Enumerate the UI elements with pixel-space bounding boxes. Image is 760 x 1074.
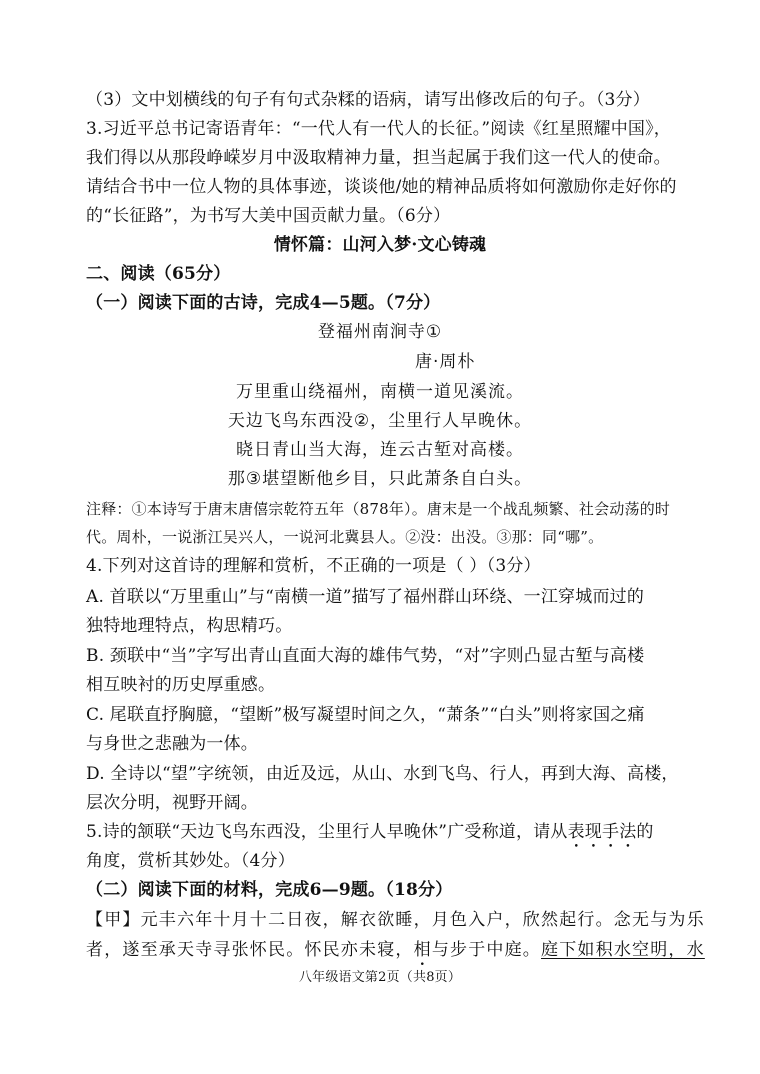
q4-option-d-cont: 层次分明，视野开阔。: [86, 793, 258, 813]
jia-underlined-sentence: 庭下如积水空明，水: [541, 940, 705, 960]
page-footer: 八年级语文第2页（共8页）: [298, 970, 462, 985]
q4-option-b: B. 颈联中“当”字写出青山直面大海的雄伟气势，“对”字则凸显古堑与高楼: [86, 646, 645, 666]
poem-author: 唐·周朴: [415, 352, 476, 372]
poem-line: 万里重山绕福州，南横一道见溪流。: [236, 382, 524, 402]
note-line-1: 注释：①本诗写于唐末唐僖宗乾符五年（878年）。唐末是一个战乱频繁、社会动荡的时: [86, 500, 671, 518]
poem-line: 天边飞鸟东西没②，尘里行人早晚休。: [227, 411, 533, 431]
q4-option-c: C. 尾联直抒胸臆，“望断”极写凝望时间之久，“萧条”“白头”则将家国之痛: [86, 705, 645, 725]
q4-option-b-cont: 相互映衬的历史厚重感。: [86, 675, 276, 695]
poem-line: 晓日青山当大海，连云古堑对高楼。: [236, 440, 524, 460]
q4-option-a: A. 首联以“万里重山”与“南横一道”描写了福州群山环绕、一江穿城而过的: [86, 587, 645, 607]
poem-title: 登福州南涧寺①: [317, 322, 443, 342]
q4-option-c-cont: 与身世之悲融为一体。: [86, 734, 258, 754]
q3-line-1: 3.习近平总书记寄语青年：“一代人有一代人的长征。”阅读《红星照耀中国》，: [86, 119, 671, 139]
q5-line-1: [86, 820, 686, 852]
q4-option-d: D. 全诗以“望”字统领，由近及远，从山、水到飞鸟、行人，再到大海、高楼，: [86, 764, 679, 784]
sub1-title: （一）阅读下面的古诗，完成4—5题。（7分）: [86, 293, 441, 313]
jia-text-mid: 与步于中庭。: [431, 940, 542, 960]
q3-line-2: 我们得以从那段峥嵘岁月中汲取精神力量，担当起属于我们这一代人的使命。: [86, 148, 671, 168]
poem-line: 那③堪望断他乡目，只此萧条自白头。: [227, 469, 533, 489]
jia-dotted-char: 相: [413, 940, 432, 960]
jia-line-1: 【甲】元丰六年十月十二日夜，解衣欲睡，月色入户，欣然起行。念无与为乐: [86, 910, 705, 930]
q5-emphasis: 表现手法: [567, 822, 637, 842]
part2-title: 二、阅读（65分）: [86, 264, 231, 284]
q3-sub3: （3）文中划横线的句子有句式杂糅的语病，请写出修改后的句子。（3分）: [86, 90, 650, 110]
q4-option-a-cont: 独特地理特点，构思精巧。: [86, 616, 293, 636]
q5-line-2: 角度，赏析其妙处。（4分）: [86, 851, 295, 871]
note-line-2: 代。周朴，一说浙江吴兴人，一说河北冀县人。②没：出没。③那：同“哪”。: [86, 528, 604, 546]
section-title: 情怀篇：山河入梦·文心铸魂: [273, 235, 487, 255]
q5-text: 5.诗的颔联“天边飞鸟东西没，尘里行人早晚休”广受称道，请从: [86, 822, 568, 842]
q3-line-3: 请结合书中一位人物的具体事迹，谈谈他/她的精神品质将如何激励你走好你的: [86, 177, 677, 197]
q3-line-4: 的“长征路”，为书写大美中国贡献力量。（6分）: [86, 206, 451, 226]
q5-text-end: 的: [636, 822, 654, 842]
jia-text: 者，遂至承天寺寻张怀民。怀民亦未寝，: [86, 940, 414, 960]
sub2-title: （二）阅读下面的材料，完成6—9题。（18分）: [86, 880, 453, 900]
q4-stem: 4.下列对这首诗的理解和赏析，不正确的一项是（ ）（3分）: [86, 556, 541, 576]
